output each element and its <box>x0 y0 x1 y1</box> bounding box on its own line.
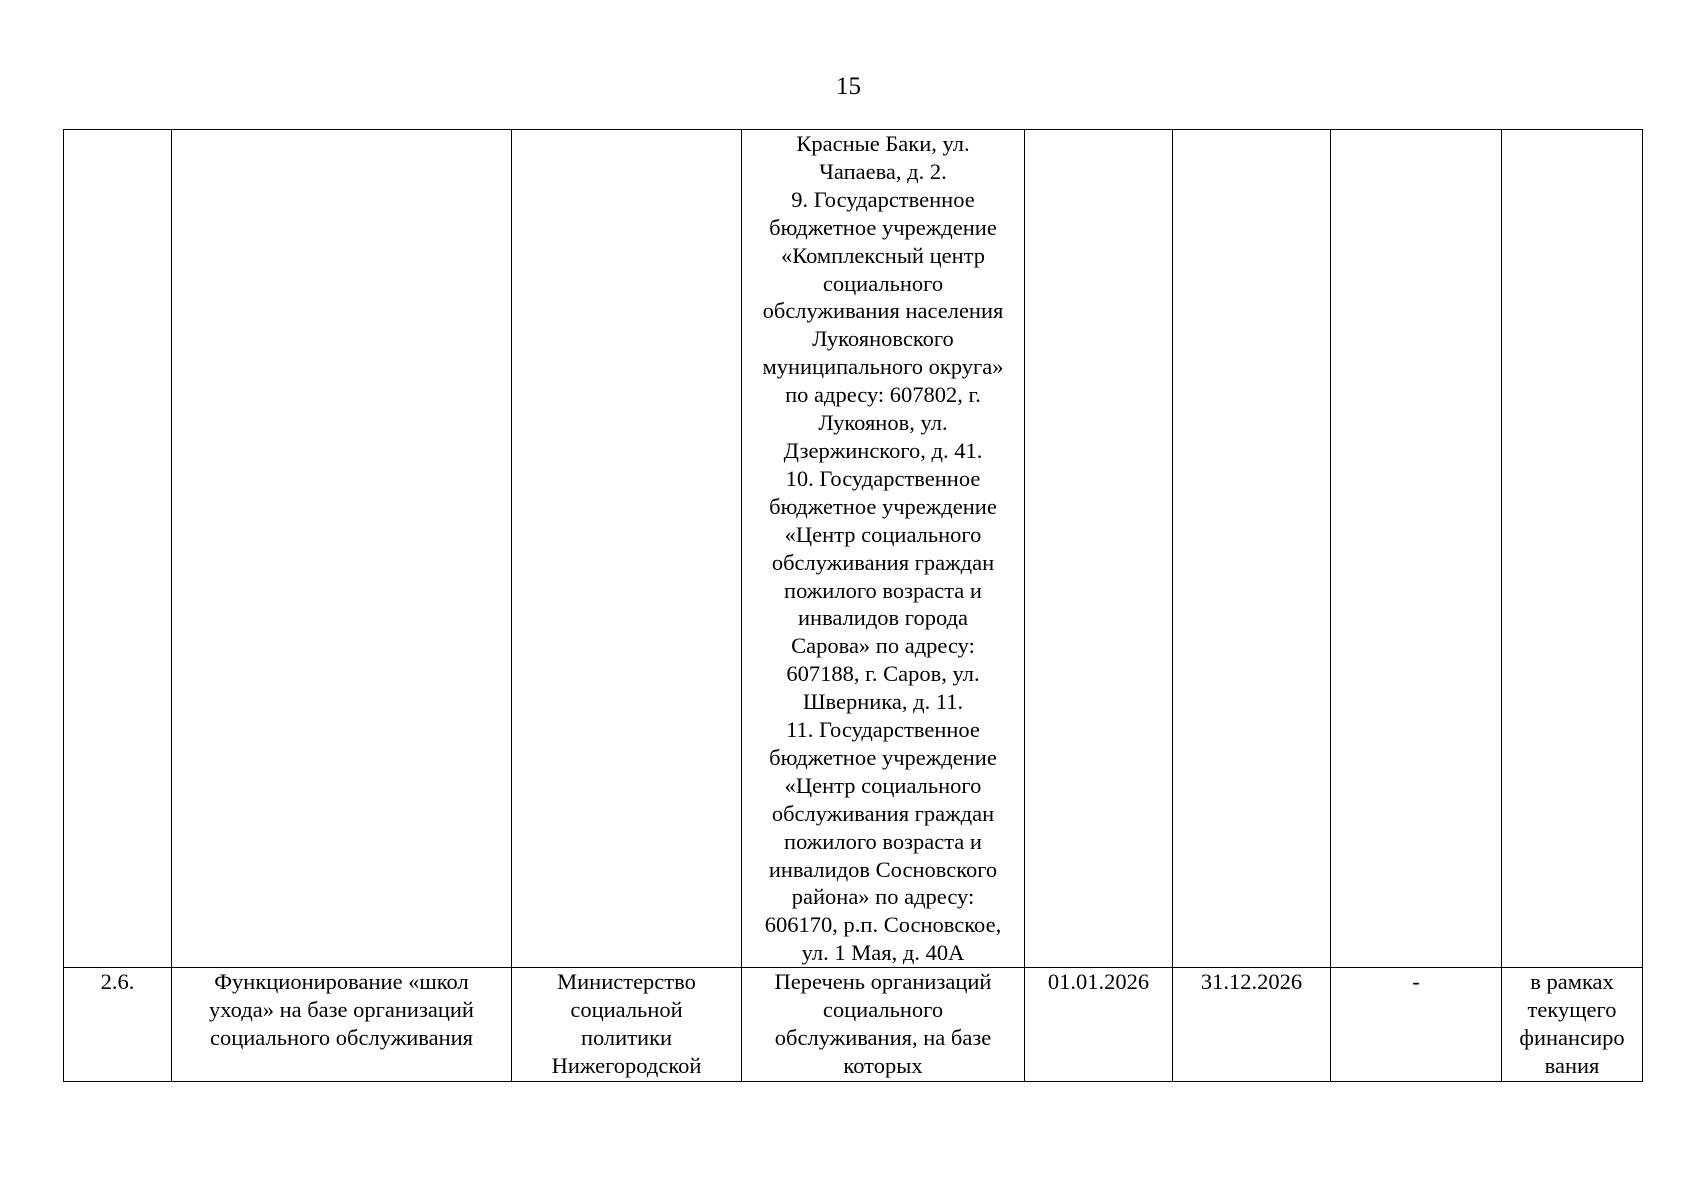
cell-activity <box>172 130 512 968</box>
cell-financing <box>1502 130 1643 968</box>
result-line: 10. Государственное <box>785 465 981 491</box>
result-line: ул. 1 Мая, д. 40А <box>801 940 965 966</box>
activity-line: Функционирование «школ <box>214 969 469 995</box>
result-line: 606170, р.п. Сосновское, <box>764 912 1002 938</box>
cell-activity <box>172 968 512 1082</box>
measures-table <box>63 129 1643 1082</box>
financing-line: финансиро <box>1519 1025 1625 1050</box>
result-line: 607188, г. Саров, ул. <box>786 661 980 687</box>
table-row-2-6 <box>64 968 1643 1082</box>
cell-number: 2.6. <box>64 968 172 1082</box>
executor-line: социальной <box>570 997 683 1023</box>
result-line: инвалидов города <box>797 605 968 631</box>
cell-result <box>742 130 1025 968</box>
result-line: по адресу: 607802, г. <box>785 382 981 408</box>
cell-executor <box>512 130 742 968</box>
financing-line: вания <box>1544 1052 1600 1078</box>
cell-end-date <box>1173 130 1331 968</box>
result-line: 9. Государственное <box>791 186 975 212</box>
cell-executor <box>512 968 742 1082</box>
cell-start-date: 01.01.2026 <box>1025 968 1173 1082</box>
result-line: инвалидов Сосновского <box>768 856 998 882</box>
cell-result <box>742 968 1025 1082</box>
result-line: пожилого возраста и <box>784 828 982 854</box>
result-line: обслуживания граждан <box>771 549 995 575</box>
activity-line: ухода» на базе организаций <box>209 997 474 1023</box>
executor-line: политики <box>580 1025 673 1050</box>
result-line: «Комплексный центр <box>780 242 986 268</box>
cell-budget: - <box>1331 968 1502 1082</box>
executor-line: Министерство <box>557 969 696 995</box>
result-line: социального <box>822 270 944 296</box>
result-line: Шверника, д. 11. <box>802 689 964 715</box>
result-line: Сарова» по адресу: <box>791 633 975 659</box>
page-number: 15 <box>836 73 861 100</box>
result-line: «Центр социального <box>784 521 982 547</box>
financing-line: в рамках <box>1530 969 1614 995</box>
result-line: бюджетное учреждение <box>769 744 997 770</box>
result-line: «Центр социального <box>784 772 982 798</box>
result-line: социального <box>822 997 944 1023</box>
result-line: обслуживания, на базе <box>774 1025 992 1050</box>
cell-number <box>64 130 172 968</box>
cell-budget <box>1331 130 1502 968</box>
result-line: района» по адресу: <box>791 884 975 910</box>
result-line: бюджетное учреждение <box>769 214 997 240</box>
result-line: муниципального округа» <box>762 354 1004 380</box>
executor-line: Нижегородской <box>551 1052 702 1078</box>
result-line: которых <box>843 1052 923 1078</box>
result-line: пожилого возраста и <box>784 577 982 603</box>
cell-end-date: 31.12.2026 <box>1173 968 1331 1082</box>
cell-start-date <box>1025 130 1173 968</box>
table-row-continuation <box>64 130 1643 968</box>
result-line: Перечень организаций <box>774 969 992 995</box>
financing-line: текущего <box>1527 997 1617 1023</box>
result-line: бюджетное учреждение <box>769 493 997 519</box>
result-line: обслуживания населения <box>762 298 1004 324</box>
result-line: Дзержинского, д. 41. <box>783 437 983 463</box>
result-line: Чапаева, д. 2. <box>819 158 947 184</box>
result-line: Лукояновского <box>812 326 954 352</box>
result-line: 11. Государственное <box>786 717 980 743</box>
result-line: обслуживания граждан <box>771 800 995 826</box>
activity-line: социального обслуживания <box>209 1025 474 1050</box>
cell-financing <box>1502 968 1643 1082</box>
result-line: Лукоянов, ул. <box>818 410 948 436</box>
result-line: Красные Баки, ул. <box>796 131 970 156</box>
